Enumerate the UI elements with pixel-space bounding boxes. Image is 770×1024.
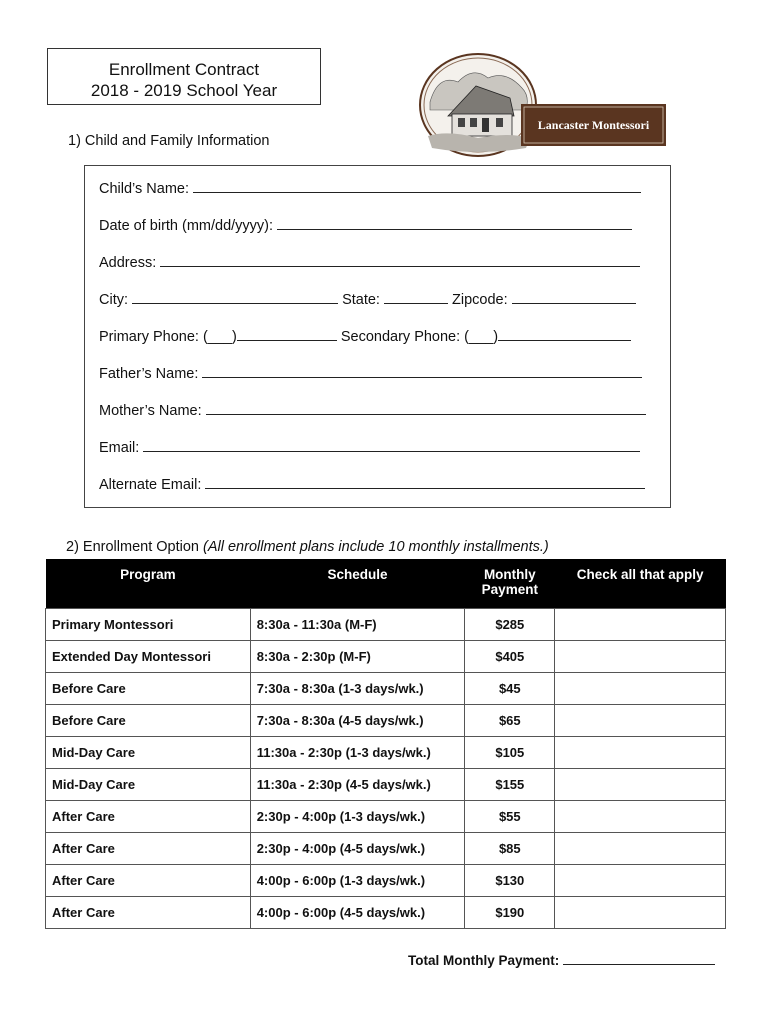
payment-cell: $65 [465, 705, 555, 737]
check-cell[interactable] [555, 865, 726, 897]
program-cell: Mid-Day Care [46, 737, 251, 769]
email-field[interactable] [143, 437, 640, 452]
table-row [46, 769, 726, 801]
section2-heading: 2) Enrollment Option [66, 539, 199, 555]
total-payment [408, 951, 715, 968]
dob-label: Date of birth (mm/dd/yyyy): [99, 218, 274, 234]
school-logo [418, 52, 668, 162]
check-cell[interactable] [555, 801, 726, 833]
state-field[interactable] [384, 289, 448, 304]
schedule-cell: 2:30p - 4:00p (1-3 days/wk.) [250, 801, 465, 833]
check-header: Check all that apply [555, 559, 726, 609]
program-cell: Before Care [46, 673, 251, 705]
program-cell: After Care [46, 833, 251, 865]
program-cell: After Care [46, 801, 251, 833]
table-row [46, 705, 726, 737]
program-cell: Extended Day Montessori [46, 641, 251, 673]
dob-field[interactable] [277, 215, 632, 230]
schoolhouse-drawing-icon [418, 52, 668, 162]
contract-title: Enrollment Contract [108, 60, 260, 79]
schedule-cell: 4:00p - 6:00p (1-3 days/wk.) [250, 865, 465, 897]
program-cell: After Care [46, 865, 251, 897]
payment-cell: $105 [465, 737, 555, 769]
check-cell[interactable] [555, 833, 726, 865]
check-cell[interactable] [555, 897, 726, 929]
school-year: 2018 - 2019 School Year [90, 81, 278, 100]
secondary-phone-field[interactable] [498, 326, 631, 341]
child-name-field[interactable] [193, 178, 641, 193]
primary-phone-field[interactable] [237, 326, 337, 341]
schedule-cell: 7:30a - 8:30a (4-5 days/wk.) [250, 705, 465, 737]
alt-email-field[interactable] [205, 474, 645, 489]
table-row [46, 833, 726, 865]
payment-cell: $285 [465, 609, 555, 641]
total-payment-label: Total Monthly Payment: [408, 953, 560, 968]
check-cell[interactable] [555, 641, 726, 673]
check-cell[interactable] [555, 705, 726, 737]
payment-cell: $405 [465, 641, 555, 673]
section2-note: (All enrollment plans include 10 monthly installments.) [203, 539, 549, 555]
program-header: Program [46, 559, 251, 609]
father-name-field[interactable] [202, 363, 642, 378]
check-cell[interactable] [555, 673, 726, 705]
schedule-cell: 4:00p - 6:00p (4-5 days/wk.) [250, 897, 465, 929]
secondary-phone-label: Secondary Phone: (___) [340, 329, 499, 345]
schedule-cell: 11:30a - 2:30p (4-5 days/wk.) [250, 769, 465, 801]
schedule-cell: 8:30a - 11:30a (M-F) [250, 609, 465, 641]
table-row [46, 801, 726, 833]
payment-header-line1: Monthly [483, 567, 536, 582]
payment-header-line2: Payment [481, 582, 538, 597]
check-cell[interactable] [555, 737, 726, 769]
total-payment-field[interactable] [563, 951, 715, 965]
table-row [46, 673, 726, 705]
city-label: City: [99, 292, 128, 308]
program-cell: After Care [46, 897, 251, 929]
city-field[interactable] [132, 289, 338, 304]
program-cell: Primary Montessori [46, 609, 251, 641]
schedule-header: Schedule [250, 559, 465, 609]
payment-cell: $155 [465, 769, 555, 801]
zipcode-label: Zipcode: [452, 292, 508, 308]
mother-name-label: Mother’s Name: [99, 403, 202, 419]
zipcode-field[interactable] [512, 289, 636, 304]
section2-heading-row [66, 539, 549, 555]
mother-name-field[interactable] [206, 400, 646, 415]
table-row [46, 865, 726, 897]
family-info-box [84, 165, 671, 508]
address-field[interactable] [160, 252, 640, 267]
table-row [46, 609, 726, 641]
payment-cell: $55 [465, 801, 555, 833]
schedule-cell: 2:30p - 4:00p (4-5 days/wk.) [250, 833, 465, 865]
program-cell: Mid-Day Care [46, 769, 251, 801]
schedule-cell: 7:30a - 8:30a (1-3 days/wk.) [250, 673, 465, 705]
program-cell: Before Care [46, 705, 251, 737]
table-row [46, 737, 726, 769]
alt-email-label: Alternate Email: [99, 477, 202, 493]
table-row [46, 641, 726, 673]
logo-text: Lancaster Montessori [537, 118, 650, 132]
check-cell[interactable] [555, 769, 726, 801]
section1-heading: 1) Child and Family Information [68, 133, 270, 149]
schedule-cell: 11:30a - 2:30p (1-3 days/wk.) [250, 737, 465, 769]
address-label: Address: [99, 255, 157, 271]
primary-phone-label: Primary Phone: (___) [99, 329, 237, 345]
contract-title-box [47, 48, 321, 105]
payment-cell: $85 [465, 833, 555, 865]
email-label: Email: [99, 440, 140, 456]
payment-cell: $130 [465, 865, 555, 897]
father-name-label: Father’s Name: [99, 366, 199, 382]
state-label: State: [342, 292, 380, 308]
payment-header [465, 559, 555, 609]
enrollment-options-table [45, 559, 726, 929]
child-name-label: Child’s Name: [99, 181, 189, 197]
payment-cell: $190 [465, 897, 555, 929]
table-header-row [46, 559, 726, 609]
table-row [46, 897, 726, 929]
payment-cell: $45 [465, 673, 555, 705]
check-cell[interactable] [555, 609, 726, 641]
schedule-cell: 8:30a - 2:30p (M-F) [250, 641, 465, 673]
